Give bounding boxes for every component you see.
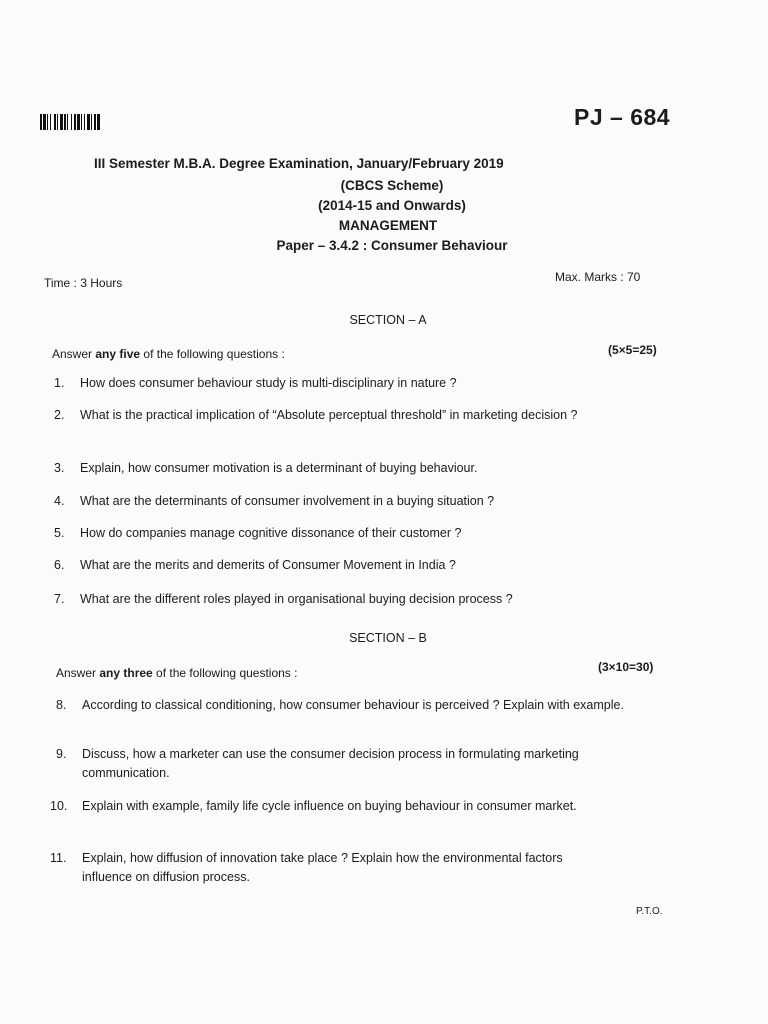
question-item: 8. According to classical conditioning, how consumer behaviour is perceived ? Explain with example. — [56, 698, 624, 712]
section-b-marks-scheme: (3×10=30) — [598, 660, 654, 674]
question-item: 1. How does consumer behaviour study is multi-disciplinary in nature ? — [54, 376, 457, 390]
section-a-marks-scheme: (5×5=25) — [608, 343, 657, 357]
paper-title: Paper – 3.4.2 : Consumer Behaviour — [276, 238, 508, 253]
paper-code: PJ – 684 — [574, 104, 671, 130]
question-item: 9. Discuss, how a marketer can use the consumer decision process in formulating marketing communication. — [56, 747, 579, 780]
question-item: 4. What are the determinants of consumer involvement in a buying situation ? — [54, 494, 495, 508]
section-b-instruction: Answer any three of the following questions : — [56, 666, 298, 680]
barcode-icon — [40, 114, 142, 130]
batch-label: (2014-15 and Onwards) — [318, 198, 466, 213]
page-turn-over-label: P.T.O. — [636, 906, 663, 917]
question-item: 10. Explain with example, family life cycle influence on buying behaviour in consumer market. — [50, 799, 577, 813]
section-a-title: SECTION – A — [349, 313, 427, 327]
exam-title: III Semester M.B.A. Degree Examination, January/February 2019 — [94, 156, 504, 171]
question-item: 3. Explain, how consumer motivation is a determinant of buying behaviour. — [54, 461, 478, 475]
max-marks-label: Max. Marks : 70 — [555, 270, 641, 284]
section-a-instruction: Answer any five of the following questions : — [52, 347, 285, 361]
scheme-label: (CBCS Scheme) — [340, 178, 444, 193]
question-item: 6. What are the merits and demerits of Consumer Movement in India ? — [54, 558, 456, 572]
question-item: 7. What are the different roles played in organisational buying decision process ? — [54, 592, 513, 606]
subject-label: MANAGEMENT — [338, 218, 438, 233]
question-item: 11. Explain, how diffusion of innovation take place ? Explain how the environmental factors influence on diffusion process. — [50, 851, 563, 884]
question-item: 2. What is the practical implication of “Absolute perceptual threshold” in marketing decision ? — [54, 408, 578, 422]
time-label: Time : 3 Hours — [44, 276, 123, 290]
section-b-title: SECTION – B — [349, 631, 427, 645]
question-item: 5. How do companies manage cognitive dissonance of their customer ? — [54, 526, 462, 540]
barcode-stripe — [100, 114, 101, 130]
